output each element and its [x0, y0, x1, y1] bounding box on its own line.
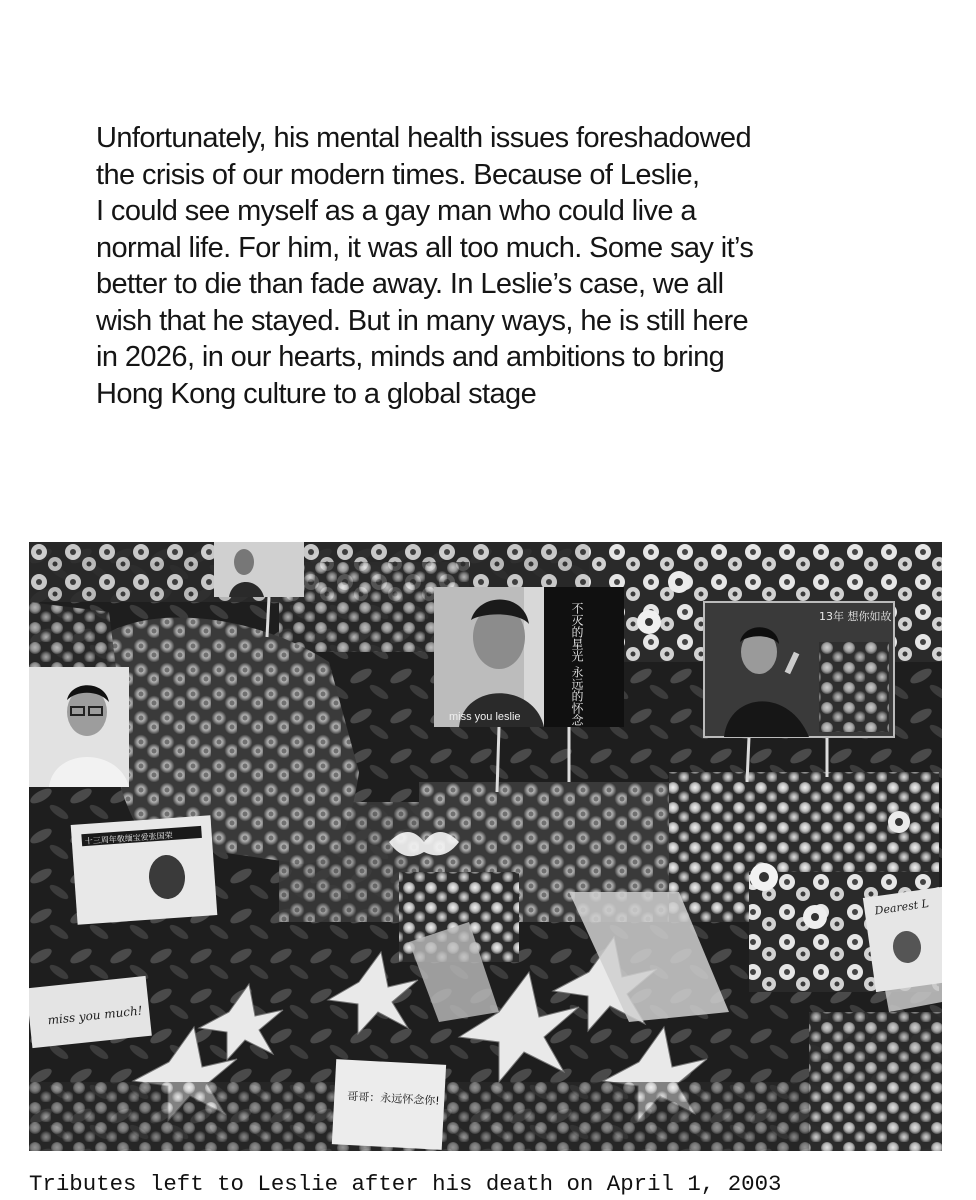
article-line: the crisis of our modern times. Because of Leslie, [96, 158, 700, 191]
dearest-card [863, 887, 942, 992]
article-line: normal life. For him, it was all too much. Some say it’s [96, 231, 754, 264]
article-line: wish that he stayed. But in many ways, he is still here [96, 304, 749, 337]
left-card-title: 十三周年敬缅宝爱张国荣 [84, 830, 173, 847]
right-card-header: 13年 想你如故 [819, 610, 892, 623]
bottom-card-text: 哥哥：永远怀念你! [347, 1089, 440, 1108]
handwritten-note-text: miss you much! [46, 1003, 144, 1028]
handwritten-note [29, 976, 152, 1048]
tribute-photo-illustration [29, 542, 942, 1151]
article-line: Hong Kong culture to a global stage [96, 377, 537, 410]
article-line: in 2026, in our hearts, minds and ambitions to bring [96, 341, 725, 373]
article-line: I could see myself as a gay man who could live a [96, 195, 696, 227]
dearest-text: Dearest L [873, 896, 930, 918]
bottom-message-card [332, 1059, 446, 1150]
miss-you-text: miss you leslie [449, 711, 521, 723]
portrait-card-miss-you [434, 587, 624, 727]
portrait-card-glasses [29, 667, 129, 787]
photo-caption: Tributes left to Leslie after his death on April 1, 2003 [29, 1171, 782, 1197]
article-line: better to die than fade away. In Leslie’s case, we all [96, 268, 724, 300]
article-line: Unfortunately, his mental health issues foreshadowed [96, 122, 751, 154]
article-paragraph [96, 120, 876, 412]
tribute-photo [29, 542, 942, 1151]
vertical-sign-text: 不灭的星光 永远的怀念 [570, 602, 584, 726]
portrait-card-top-left [214, 542, 304, 597]
portrait-card-13-years [704, 602, 894, 737]
bottom-flowers [29, 1082, 942, 1151]
tribute-card-left [71, 815, 218, 925]
